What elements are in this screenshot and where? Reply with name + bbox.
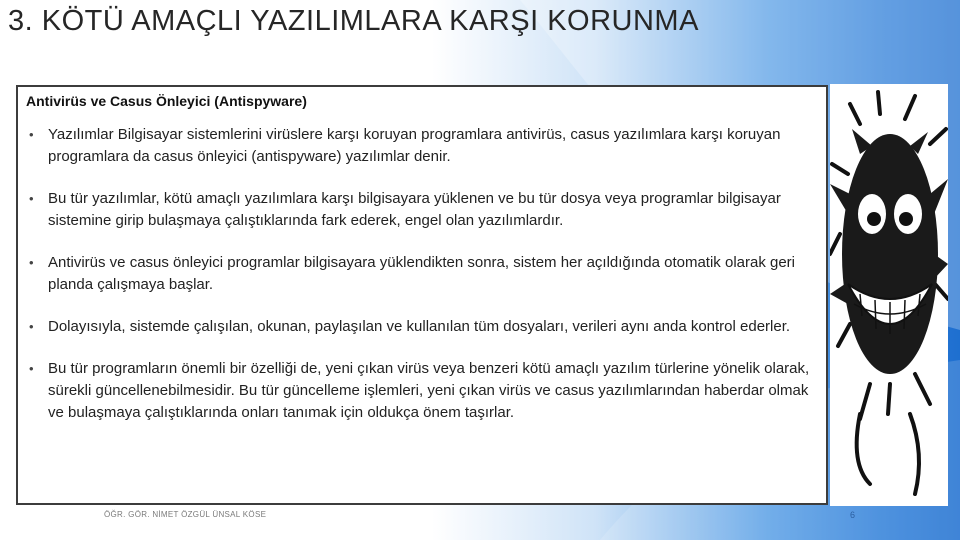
list-item: [26, 358, 814, 424]
virus-monster-image: [830, 84, 948, 506]
virus-monster-icon: [830, 84, 948, 506]
bullet-glyph: •: [29, 319, 34, 334]
bullet-glyph: •: [29, 127, 34, 142]
bullet-glyph: •: [29, 255, 34, 270]
list-item: [26, 252, 814, 296]
footer-author: ÖĞR. GÖR. NİMET ÖZGÜL ÜNSAL KÖSE: [104, 510, 267, 519]
content-box: [16, 85, 828, 505]
slide-title: 3. KÖTÜ AMAÇLI YAZILIMLARA KARŞI KORUNMA: [8, 5, 699, 37]
list-item: [26, 316, 814, 338]
bullet-text: Bu tür programların önemli bir özelliği de, yeni çıkan virüs veya benzeri kötü amaçlı yazılım türlerine yönelik olarak, sürekli güncellenebilmesidir. Bu tür güncelleme işlemleri, yeni çıkan virüs ve casus yazılımlarından haberdar olmak ve bulaşmaya çalıştıklarında onları tanımak için oldukça önem taşırlar.: [48, 360, 810, 421]
bullet-text: Dolayısıyla, sistemde çalışılan, okunan, paylaşılan ve kullanılan tüm dosyaları, verileri aynı anda kontrol ederler.: [48, 318, 791, 335]
bullet-glyph: •: [29, 191, 34, 206]
list-item: [26, 124, 814, 168]
bullet-glyph: •: [29, 361, 34, 376]
bullet-text: Yazılımlar Bilgisayar sistemlerini virüslere karşı koruyan programlara antivirüs, casus yazılımlara karşı koruyan programlara da casus önleyici (antispyware) yazılımlar denir.: [48, 126, 781, 165]
bullet-text: Antivirüs ve casus önleyici programlar bilgisayara yüklendikten sonra, sistem her açıldığında otomatik olarak geri planda çalışmaya başlar.: [48, 254, 796, 293]
bullet-text: Bu tür yazılımlar, kötü amaçlı yazılımlara karşı bilgisayara yüklenen ve bu tür dosya veya programlar bilgisayar sistemine girip bulaşmaya çalıştıklarında fark ederek, engel olan yazılımlardır.: [48, 190, 781, 229]
bullet-list: [26, 124, 814, 424]
section-subtitle: Antivirüs ve Casus Önleyici (Antispyware): [26, 93, 307, 109]
page-number: 6: [850, 510, 856, 520]
list-item: [26, 188, 814, 232]
